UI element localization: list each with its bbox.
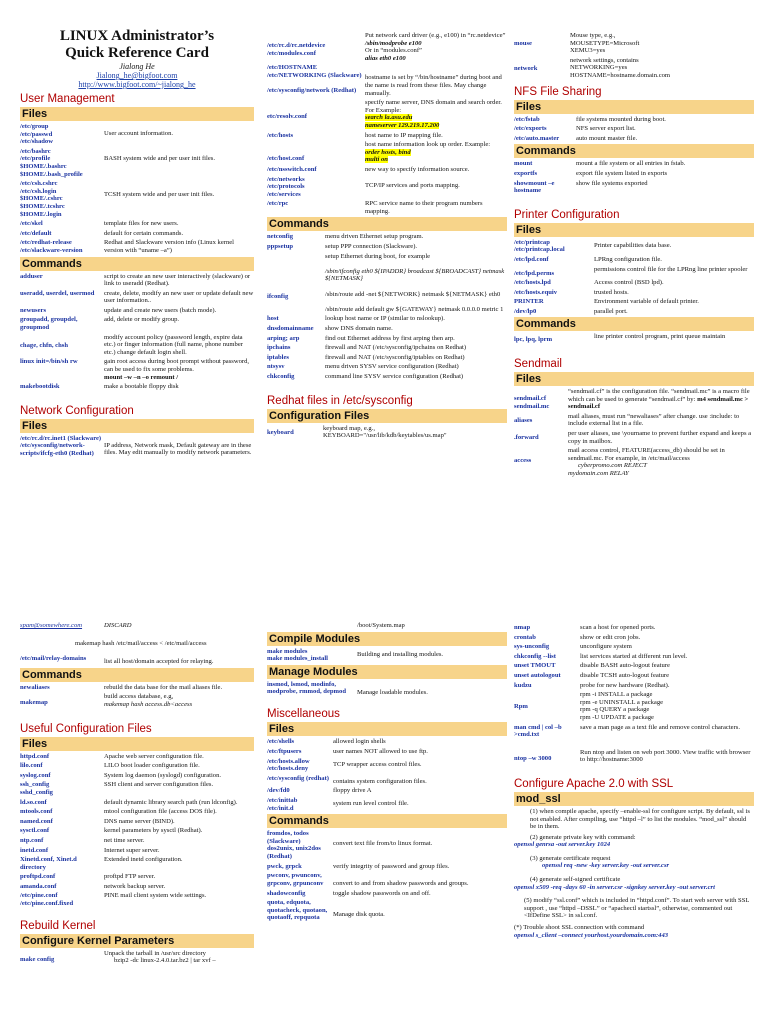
value: verify integrity of password and group files. [333,862,450,870]
value: host name to IP mapping file. [365,131,443,139]
step-1: (1) when compile apache, specify –enable-ssl for configure script. By default, ssl is not enabled. After compiling, use “httpd –l” to list the modules. “mod_ssl” should be in them. [530,807,750,831]
value: alias eth0 e100 [365,54,406,62]
value: scan a host for opened ports. [580,624,656,631]
key: /etc/printcap /etc/printcap.local [514,238,565,254]
value: auto mount master file. [576,134,638,142]
column-3-bottom [514,622,754,939]
key: nmap [514,624,531,631]
key: /etc/exports [514,125,547,133]
key: proftpd.conf [20,873,56,881]
key: mount [514,160,533,168]
spam-link[interactable]: spam@somewhere.com [20,622,83,629]
value: mail access control, FEATURE(access_db) should be set in sendmail.mc. For example, in /etc/mail/access [568,447,725,462]
title-line-2: Quick Reference Card [65,45,209,61]
commands-subheading: Commands [20,668,254,682]
configuration-files-subheading: Configuration Files [267,409,507,423]
key: makemap [20,699,48,707]
key: ntsysv [267,363,285,371]
value: Environment variable of default printer. [594,298,699,306]
column-2-bottom [267,620,507,924]
key: /etc/group /etc/passwd /etc/shadow [20,123,53,146]
value: setup Ethernet during boot, for example [325,252,431,260]
value: parallel port. [594,307,628,315]
key: /etc/bashrc /etc/profile $HOME/.bashrc $HOME/.bash_profile [20,147,83,178]
value: TCP wrapper access control files. [333,760,422,768]
key: /etc/hosts.lpd [514,279,551,287]
key: ld.so.conf [20,798,47,806]
value: mount –w –n –o remount / [104,373,179,381]
value: lookup host name or IP (similar to nslookup). [325,315,445,323]
key: chkconfig --list [514,652,556,660]
key: /etc/redhat-release /etc/slackware-version [20,239,83,254]
key: /etc/rc.d/rc.netdevice /etc/modules.conf [267,42,326,57]
key: /etc/HOSTNAME /etc/NETWORKING (Slackware) /etc/sysconfig/network (Redhat) [267,64,362,95]
key: lpc, lpq, lprm [514,336,553,344]
value: make a bootable floppy disk [104,383,179,391]
value: update and create new users (batch mode). [104,306,217,314]
value: LILO boot loader configuration file. [104,762,200,770]
value: find out Ethernet address by first arping then arp. [325,334,455,342]
value: Access control (BSD lpd). [594,279,664,287]
value: TCSH system wide and per user init files. [104,191,215,199]
author-email-link[interactable]: Jialong_he@bigfoot.com [96,71,178,80]
value: firewall and NAT (/etc/sysconfig/iptables on Redhat) [325,353,465,361]
column-2-top [267,30,507,442]
files-subheading: Files [267,722,507,736]
step-5: (5) modify “ssl.conf” which is included in “httpd.conf”. To start web server with SSL support , use “httpd –DSSL” or “apachectl startssl”, otherwise, commented out <IfDefine SSL> in ssl.conf. [524,897,750,920]
value: modify account policy (password length, expire data etc.) or finger information (full name, phone number etc.) change default login shell. [104,333,243,356]
key: pppsetup [267,243,294,251]
key: /etc/ftpusers [267,747,302,755]
key: quota, edquota, quotacheck, quotaon, quotaoff, repquota [267,899,328,922]
value: allowed login shells [333,738,386,746]
commands-subheading: Commands [514,317,754,331]
commands-subheading: Commands [20,257,254,271]
troubleshoot-cmd: openssl s_client –connect yourhost.yourdomain.com:443 [514,931,669,939]
key: chage, chfn, chsh [20,341,68,349]
commands-subheading: Commands [267,814,507,828]
key: /etc/skel [20,220,43,228]
step-3-cmd: openssl req -new -key server.key -out server.csr [542,862,670,870]
value: build access database, e.g, [104,693,174,701]
value: export file system listed in exports [576,169,668,177]
value: convert text file from/to linux format. [333,840,433,848]
key: ntop –w 3000 [514,754,552,762]
key: /etc/lpd.perms [514,269,555,277]
key: make config [20,955,55,963]
value: Mouse type, e.g., MOUSETYPE=Microsoft XEMU3=yes [570,32,640,55]
value: new way to specify information source. [365,165,470,173]
key: .forward [514,434,539,442]
key: pwconv, pwunconv, grpconv, grpunconv [267,872,324,887]
value: DISCARD [104,622,132,629]
value: DNS name server (BIND). [104,817,175,825]
key: Xinetd.conf, Xinet.d directory [20,856,77,871]
value: hostname is set by “/bin/hostname” during boot and the name is read from these files. May change manually. [365,74,502,97]
files-subheading: Files [20,107,254,121]
value: template files for new users. [104,220,179,228]
step-2: (2) generate private key with command: [530,833,636,841]
commands-subheading: Commands [514,144,754,158]
value: User account information. [104,130,174,137]
key: pwck, grpck [267,862,302,870]
key: ssh_config sshd_config [20,781,53,796]
value: multi on [365,156,388,164]
redhat-files-heading: Redhat files in /etc/sysconfig [267,394,413,407]
key: chkconfig [267,372,295,380]
user-management-heading: User Management [20,93,115,105]
key: /etc/hosts.equiv [514,288,558,296]
value: proftpd FTP server. [104,873,156,881]
key: ntp.conf [20,836,44,844]
key: mouse [514,40,532,47]
files-subheading: Files [20,419,254,433]
key: arping; arp [267,334,300,342]
key: /etc/nsswitch.conf [267,165,317,173]
value: m4 sendmail.mc > sendmail.cf [568,395,749,411]
key: access [514,457,532,465]
column-3-top [514,30,754,480]
value: file systems mounted during boot. [576,115,666,123]
key: /etc/pine.conf /etc/pine.conf.fixed [20,892,74,908]
column-1-top [20,28,254,460]
key: crontab [514,633,536,641]
step-2-cmd: openssl genrsa -out server.key 1024 [514,841,611,849]
key: useradd, userdel, usermod [20,289,95,297]
step-4-cmd: openssl x509 -req -days 60 -in server.csr -signkey server.key -out server.crt [514,883,715,891]
value: save a man page as a text file and remove control characters. [580,723,741,731]
value: “sendmail.cf” is the configuration file. “sendmail.mc” is a macro file which can be used to generate “sendmail.cf” by: [568,388,750,403]
value: BASH system wide and per user init files. [104,154,215,162]
value: LPRng configuration file. [594,255,662,263]
value: /boot/System.map [357,622,405,629]
value: rebuild the data base for the mail aliases file. [104,683,223,691]
value: Redhat and Slackware version info (Linux kernel version with “uname –a”) [104,239,235,254]
value: PINE mail client system wide settings. [104,892,207,900]
key: syslog.conf [20,771,51,779]
value: mtool configuration file (access DOS file). [104,808,217,816]
apache-ssl-heading: Configure Apache 2.0 with SSL [514,777,674,790]
key: ipchains [267,344,291,352]
key: insmod, lsmod, modinfo, modprobe, rmmod, depmod [267,680,347,696]
value: bzip2 -dc linux-2.4.0.tar.bz2 | tar xvf – [114,957,216,965]
step-4: (4) generate self-signed certificate [530,876,621,884]
step-3: (3) generate certificate request [530,854,611,862]
value: default dynamic library search path (run ldconfig). [104,798,238,806]
nfs-heading: NFS File Sharing [514,85,602,98]
key: newusers [20,306,47,314]
column-1-bottom [20,620,254,967]
key: /etc/csh.cshrc /etc/csh.login $HOME/.cshrc $HOME/.tcshrc $HOME/.login [20,180,65,218]
value: cyberpromo.com REJECT [578,462,647,470]
value: toggle shadow passwords on and off. [333,889,431,897]
value: gain root access during boot prompt without password, can be used to fix some problems. [104,358,250,374]
value: Printer capabilities data base. [594,241,672,249]
value: show or edit cron jobs. [580,633,641,641]
files-subheading: Files [514,223,754,237]
key: /etc/mail/relay-domains [20,655,87,663]
key: Rpm [514,703,528,711]
value: trusted hosts. [594,288,629,296]
value: list all host/domain accepted for relaying. [104,658,214,666]
value: /sbin/ifconfig eth0 ${IPADDR} broadcast ${BROADCAST} netmask ${NETMASK} [325,267,505,283]
value: line printer control program, print queue maintain [594,333,726,341]
value: /sbin/route add default gw ${GATEWAY} netmask 0.0.0.0 metric 1 [325,305,504,313]
value: probe for new hardware (Redhat). [580,681,670,689]
value: Building and installing modules. [357,650,444,658]
manage-modules-subheading: Manage Modules [267,665,507,679]
value: Internet super server. [104,846,160,854]
value: permissions control file for the LPRng line printer spooler [594,265,748,273]
author-url-link[interactable]: http://www.bigfoot.com/~jialong_he [78,80,196,89]
key: dnsdomainname [267,325,314,332]
key: keyboard [267,428,294,436]
mod-ssl-subheading: mod_ssl [514,792,754,806]
useful-config-heading: Useful Configuration Files [20,722,152,735]
value: default for certain commands. [104,229,184,237]
value: setup PPP connection (Slackware). [325,243,418,251]
value: user names NOT allowed to use ftp. [333,747,428,755]
value: SSH client and server configuration files. [104,781,214,789]
key: /etc/networks /etc/protocols /etc/services [267,175,305,198]
rebuild-kernel-heading: Rebuild Kernel [20,919,96,932]
value: order hosts, bind [365,148,411,156]
key: unset autologout [514,671,561,679]
files-subheading: Files [514,100,754,114]
value: specify name server, DNS domain and search order. For Example: [365,99,502,114]
value: script to create an new user interactively (slackware) or link to useradd (Redhat). [104,272,251,288]
value: disable BASH auto-logout feature [580,662,670,670]
configure-kernel-subheading: Configure Kernel Parameters [20,934,254,948]
key: makebootdisk [20,383,60,391]
key: /etc/default [20,229,52,237]
key: sys-unconfig [514,643,550,651]
value: /sbin/modprobe e100 [365,39,422,47]
key: etc/resolv.conf [267,113,307,121]
key: sysctl.conf [20,827,50,835]
key: host [267,315,279,323]
key: netconfig [267,233,294,241]
key: httpd.conf [20,752,50,760]
value: mydomain.com RELAY [568,470,629,477]
value: Extended inetd configuration. [104,856,183,864]
key: ifconfig [267,292,289,300]
value: convert to and from shadow passwords and groups. [333,880,469,888]
key: /dev/fd0 [267,787,290,795]
key: showmount –e hostname [514,179,555,195]
key: named.conf [20,817,53,825]
value: firewall and NAT (/etc/sysconfig/ipchains on Redhat) [325,344,467,352]
value: contains system configuration files. [333,777,427,785]
value: Run ntop and listen on web port 3000. View traffic with browser to http://hostname:3000 [580,748,751,764]
value: TCP/IP services and ports mapping. [365,181,460,189]
value: Manage disk quota. [333,911,385,919]
key: exportfs [514,169,538,177]
value: per user aliases, use \yourname to prevent further expand and keeps a copy in mailbox. [568,430,752,445]
key: inetd.conf [20,846,49,854]
key: linux init=/bin/sh rw [20,358,78,366]
value: create, delete, modify an new user or update default new user information.. [104,289,254,305]
value: network settings, contains NETWORKING=yes HOSTNAME=hostname.domain.com [570,56,671,79]
key: network [514,64,538,72]
key: /etc/sysconfig (redhat) [267,774,329,782]
compile-modules-subheading: Compile Modules [267,632,507,646]
key: /dev/lp0 [514,307,537,315]
value: makemap hash access.db<access [104,700,193,708]
miscellaneous-heading: Miscellaneous [267,708,340,721]
value: net time server. [104,836,145,844]
key: iptables [267,353,289,361]
value: unconfigure system [580,643,632,651]
value: command line SYSV service configuration (Redhat) [325,372,464,380]
key: man cmd | col –b >cmd.txt [514,723,562,739]
author: Jialong He [119,62,155,71]
value: Manage loadable modules. [357,688,428,696]
key: lilo.conf [20,762,43,770]
troubleshoot: (*) Trouble shoot SSL connection with command [514,924,645,932]
value: floppy drive A [333,787,372,795]
key: shadowconfig [267,889,306,897]
commands-subheading: Commands [267,217,507,231]
key: sendmail.cf sendmail.mc [514,395,550,410]
value: KEYBOARD="/usr/lib/kdb/keytables/us.map" [323,432,447,440]
value: menu driven SYSV service configuration (Redhat) [325,363,459,371]
value: menu driven Ethernet setup program. [325,233,424,241]
key: /etc/hosts.allow /etc/hosts.deny [267,757,310,773]
key: aliases [514,416,533,424]
value: host name information look up order. Example: [365,141,491,149]
key: adduser [20,272,43,280]
value: Apache web server configuration file. [104,752,204,760]
value: network backup server. [104,882,166,890]
value: Or in “modules.conf” [365,47,422,55]
key: kudzu [514,681,532,689]
printer-heading: Printer Configuration [514,208,620,221]
value: search la.asu.edu [365,114,413,122]
value: mail aliases, must run “newaliases” after change. use :include: to include external list in a file. [568,412,740,428]
value: Unpack the tarball in /usr/src directory [104,949,206,957]
value: show DNS domain name. [325,325,393,332]
value: system run level control file. [333,799,409,807]
value: Put network card driver (e.g., e100) in “rc.netdevice” [365,32,506,39]
value: disable TCSH auto-logout feature [580,671,670,679]
value: mount a file system or all entries in fstab. [576,160,686,168]
key: /etc/inittab /etc/init.d [267,796,298,812]
value: IP address, Network mask, Default gateway are in these files. May edit manually to modify network parameters. [104,441,252,457]
value: rpm -i INSTALL a package rpm -e UNINSTALL a package rpm -q QUERY a package rpm -U UPDATE a package [580,691,664,721]
key: unset TMOUT [514,662,556,670]
value: show file systems exported [576,179,648,187]
key: /etc/fstab [514,115,540,123]
value: /sbin/route add -net ${NETWORK} netmask ${NETMASK} eth0 [325,290,501,298]
value: makemap hash /etc/mail/access < /etc/mail/access [75,639,207,647]
value: System log daemon (syslogd) configuration. [104,771,222,779]
title-line-1: LINUX Administrator’s [59,28,215,44]
key: /etc/lpd.conf [514,255,549,263]
network-configuration-heading: Network Configuration [20,404,134,417]
value: list services started at different run level. [580,652,688,660]
key: /etc/rc.d/rc.inet1 (Slackware) /etc/sysconfig/network-scripts/ifcfg-eth0 (Redhat) [20,434,102,457]
files-subheading: Files [514,372,754,386]
value: kernel parameters by sysctl (Redhat). [104,827,203,835]
key: /etc/hosts [267,131,294,139]
key: fromdos, todos (Slackware) dos2unix, unix2dos (Redhat) [267,830,321,860]
key: /etc/auto.master [514,134,560,142]
value: add, delete or modify group. [104,316,180,324]
key: mtools.conf [20,808,53,816]
key: amanda.conf [20,882,57,890]
value: keyboard map, e.g., [323,424,375,432]
key: /etc/shells [267,738,295,746]
key: /etc/host.conf [267,155,305,163]
files-subheading: Files [20,737,254,751]
sendmail-heading: Sendmail [514,358,562,371]
value: nameserver 129.219.17.200 [365,121,440,129]
value: RPC service name to their program numbers mapping. [365,200,483,215]
key: newaliases [20,683,50,691]
key: /etc/rpc [267,200,289,208]
key: groupadd, groupdel, groupmod [20,316,78,332]
value: NFS server export list. [576,125,636,133]
key: make modules make modules_install [267,647,328,663]
key: PRINTER [514,298,544,306]
